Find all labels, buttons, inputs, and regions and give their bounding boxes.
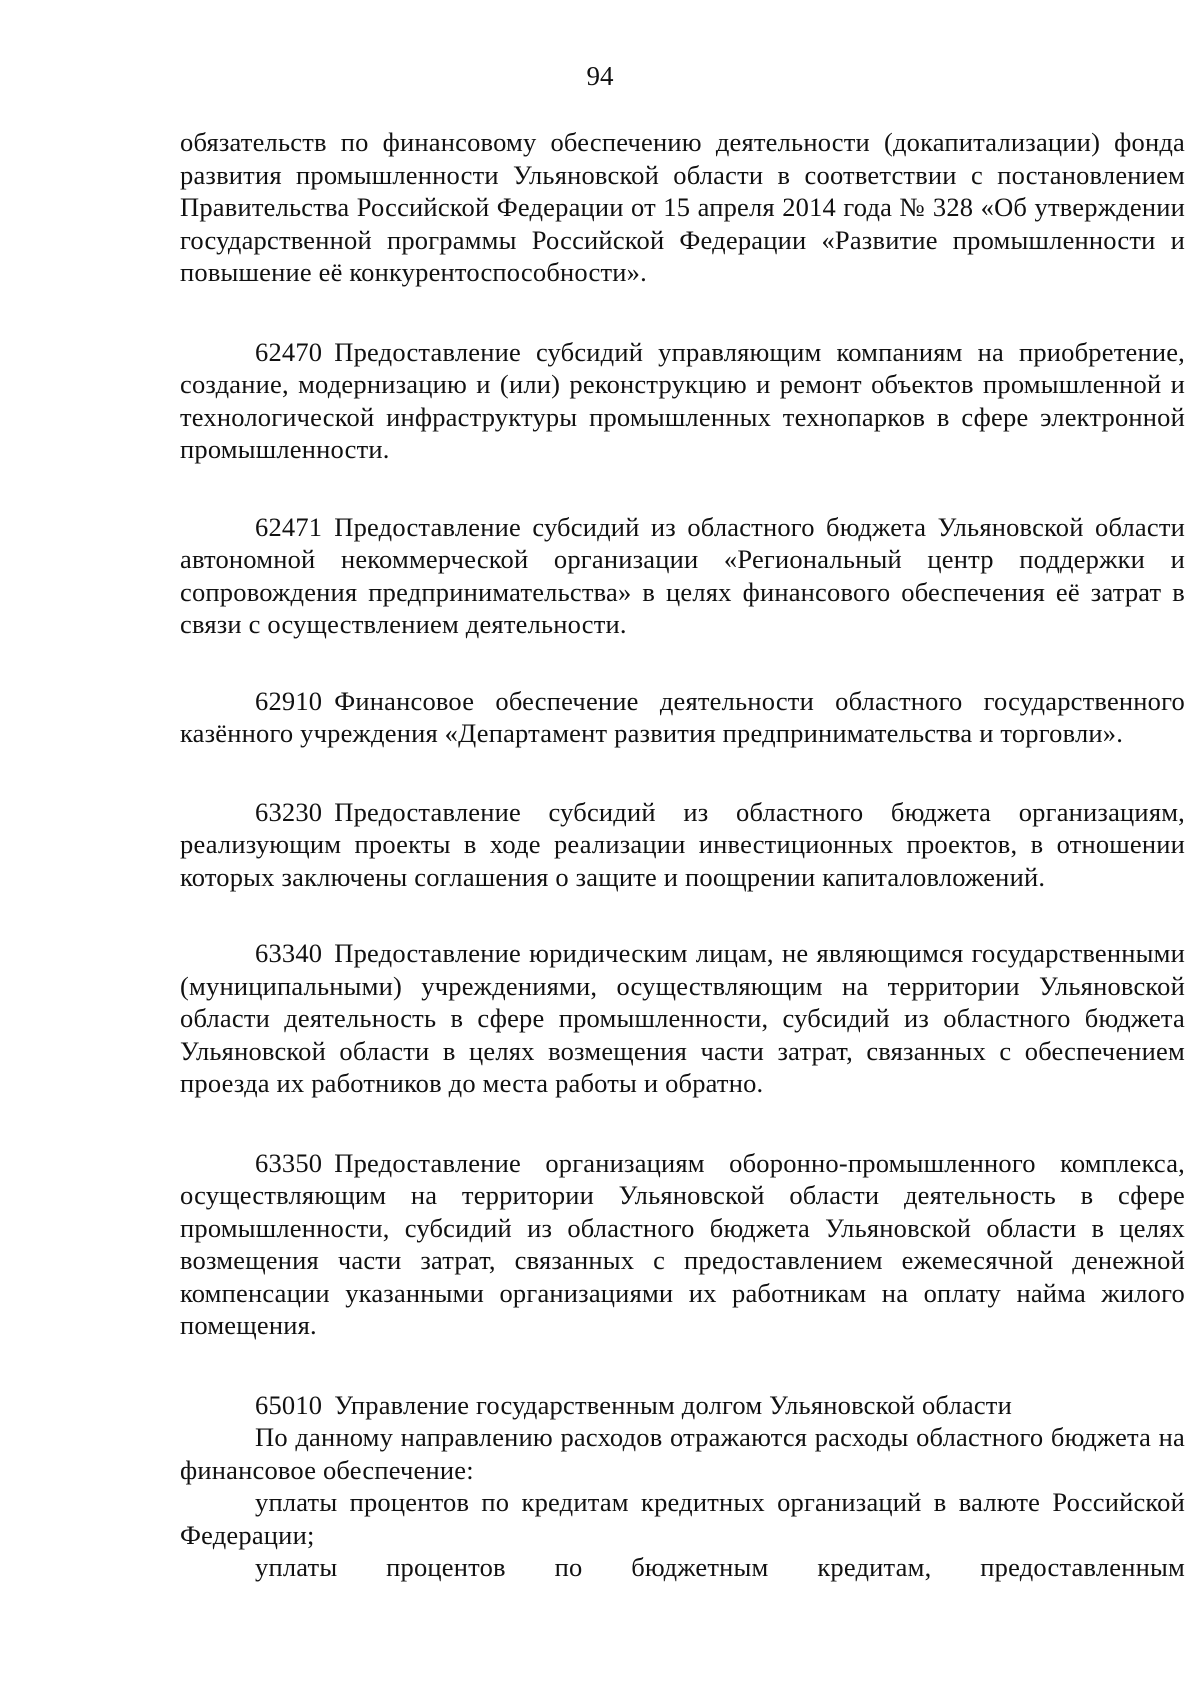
- paragraph-text: уплаты процентов по бюджетным кредитам, предоставленным: [255, 1552, 1185, 1582]
- expense-code: 63230: [255, 796, 323, 827]
- expense-code: 62910: [255, 685, 323, 716]
- paragraph-text: Предоставление субсидий из областного бюджета организациям, реализующим проекты в ходе реализации инвестиционных проектов, в отношении которых заключены соглашения о защите и поощрении капиталовложений.: [180, 796, 1185, 892]
- paragraph-62471: [180, 511, 1185, 641]
- paragraph-text: Предоставление организациям оборонно-промышленного комплекса, осуществляющим на территории Ульяновской области деятельность в сфере промышленности, субсидий из областного бюджета Ульяновской области в целях возмещения части затрат, связанных с предоставлением ежемесячной денежной компенсации указанными организациями их работникам на оплату найма жилого помещения.: [180, 1147, 1185, 1340]
- paragraph-63230: [180, 796, 1185, 894]
- paragraph-text: По данному направлению расходов отражаются расходы областного бюджета на финансовое обеспечение:: [180, 1422, 1185, 1485]
- list-item-budget-credit-interest: [180, 1551, 1185, 1584]
- paragraph-63350: [180, 1147, 1185, 1342]
- expense-code: 65010: [255, 1389, 323, 1420]
- paragraph-62910: [180, 685, 1185, 750]
- page-number: 94: [586, 61, 614, 91]
- paragraph-63340: [180, 937, 1185, 1100]
- expense-code: 63340: [255, 938, 323, 968]
- paragraph-65010-heading: [180, 1389, 1185, 1422]
- document-body: [180, 126, 1185, 1584]
- paragraph-text: уплаты процентов по кредитам кредитных организаций в валюте Российской Федерации;: [180, 1487, 1185, 1550]
- paragraph-continuation: [180, 126, 1185, 289]
- list-item-credit-interest: [180, 1486, 1185, 1551]
- paragraph-text: Предоставление субсидий управляющим компаниям на приобретение, создание, модернизацию и (или) реконструкцию и ремонт объектов промышленной и технологической инфраструктуры промышленных технопарков в сфере электронной промышленности.: [180, 336, 1185, 464]
- paragraph-text: Предоставление субсидий из областного бюджета Ульяновской области автономной некоммерческой организации «Региональный центр поддержки и сопровождения предпринимательства» в целях финансового обеспечения её затрат в связи с осуществлением деятельности.: [180, 511, 1185, 639]
- paragraph-text: Управление государственным долгом Ульяновской области: [334, 1389, 1012, 1420]
- paragraph-62470: [180, 336, 1185, 466]
- paragraph-text: Предоставление юридическим лицам, не являющимся государственными (муниципальными) учреждениями, осуществляющим на территории Ульяновской области деятельность в сфере промышленности, субсидий из областного бюджета Ульяновской области в целях возмещения части затрат, связанных с обеспечением проезда их работников до места работы и обратно.: [180, 938, 1185, 1098]
- expense-code: 63350: [255, 1147, 323, 1178]
- paragraph-65010-description: [180, 1421, 1185, 1486]
- paragraph-text: Финансовое обеспечение деятельности областного государственного казённого учреждения «Департамент развития предпринимательства и торговли».: [180, 685, 1185, 748]
- expense-code: 62471: [255, 511, 323, 542]
- paragraph-text: обязательств по финансовому обеспечению деятельности (докапитализации) фонда развития промышленности Ульяновской области в соответствии с постановлением Правительства Российской Федерации от 15 апреля 2014 года № 328 «Об утверждении государственной программы Российской Федерации «Развитие промышленности и повышение её конкурентоспособности».: [180, 127, 1185, 287]
- expense-code: 62470: [255, 336, 323, 367]
